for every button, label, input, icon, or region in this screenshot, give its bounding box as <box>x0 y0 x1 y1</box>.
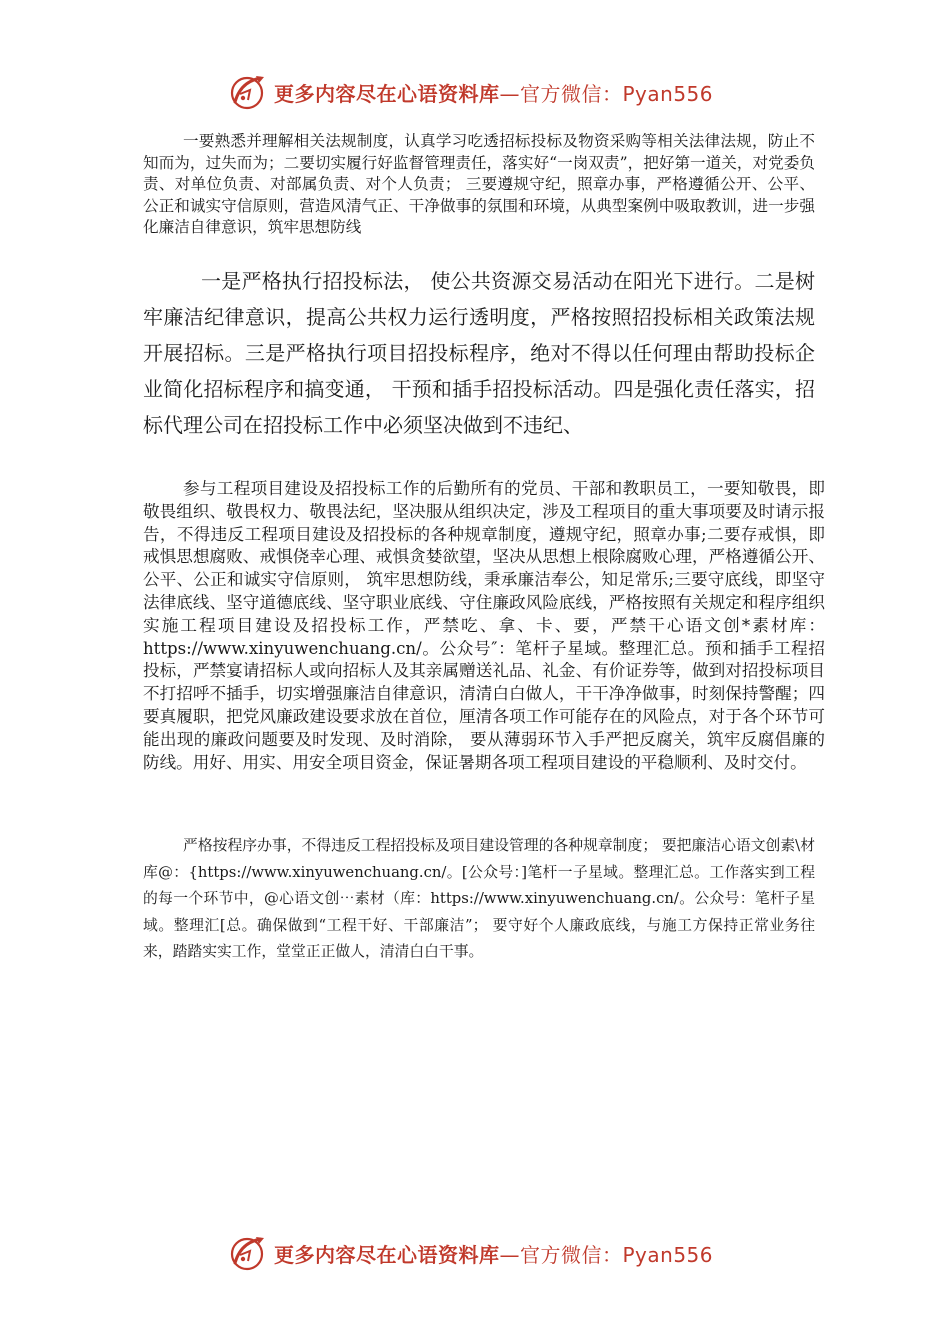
banner-main-text: 更多内容尽在心语资料库 <box>274 81 500 106</box>
banner-dash: — <box>499 1242 520 1267</box>
paragraph-2: 一是严格执行招投标法， 使公共资源交易活动在阳光下进行。二是树牢廉洁纪律意识，提高公共权力运行透明度，严格按照招投标相关政策法规开展招标。三是严格执行项目招投标程序，绝对不得以任何理由帮助投标企业简化招标程序和搞变通， 干预和插手招投标活动。四是强化责任落实，招标代理公司在招投标工作中必须坚决做到不违纪、 <box>143 269 815 437</box>
brand-logo-icon <box>226 1233 268 1273</box>
brand-logo-icon <box>226 72 268 112</box>
banner-wechat-label: 官方微信： <box>520 1242 623 1267</box>
paragraph-3: 参与工程项目建设及招投标工作的后勤所有的党员、干部和教职员工，一要知敬畏，即敬畏组织、敬畏权力、敬畏法纪，坚决服从组织决定，涉及工程项目的重大事项要及时请示报告，不得违反工程项目建设及招投标的各种规章制度，遵规守纪，照章办事;二要存戒惧，即戒惧思想腐败、戒惧侥幸心理、戒惧贪婪欲望，坚决从思想上根除腐败心理，严格遵循公开、公平、公正和诚实守信原则， 筑牢思想防线，秉承廉洁奉公，知足常乐;三要守底线，即坚守法律底线、坚守道德底线、坚守职业底线、守住廉政风险底线，严格按照有关规定和程序组织实施工程项目建设及招投标工作，严禁吃、拿、卡、要，严禁干心语文创*素材库：https://www.xinyuwenchuang.cn/。公众号″：笔杆子星域。整理汇总。预和插手工程招投标，严禁宴请招标人或向招标人及其亲属赠送礼品、礼金、有价证券等，做到对招投标项目不打招呼不插手，切实增强廉洁自律意识，清清白白做人，干干净净做事，时刻保持警醒；四要真履职，把党风廉政建设要求放在首位，厘清各项工作可能存在的风险点，对于各个环节可能出现的廉政问题要及时发现、及时消除， 要从薄弱环节入手严把反腐关，筑牢反腐倡廉的防线。用好、用实、用安全项目资金，保证暑期各项工程项目建设的平稳顺利、及时交付。 <box>143 479 825 772</box>
paragraph-1: 一要熟悉并理解相关法规制度，认真学习吃透招标投标及物资采购等相关法律法规，防止不知而为，过失而为；二要切实履行好监督管理责任，落实好“一岗双责”，把好第一道关，对党委负责、对单位负责、对部属负责、对个人负责； 三要遵规守纪，照章办事，严格遵循公开、公平、公正和诚实守信原则，营造风清气正、干净做事的氛围和环境，从典型案例中吸取教训，进一步强化廉洁自律意识，筑牢思想防线 <box>143 132 815 237</box>
footer-banner <box>226 1233 726 1273</box>
banner-wechat-label: 官方微信： <box>520 81 623 106</box>
banner-wechat-id: Pyan556 <box>622 81 714 106</box>
paragraph-4: 严格按程序办事，不得违反工程招投标及项目建设管理的各种规章制度； 要把廉洁心语文创素\材库@：{https://www.xinyuwenchuang.cn/。[公众号：]笔杆一子星域。整理汇总。工作落实到工程的每一个环节中，@心语文创⋯素材（库：https://www.xinyuwenchuang.cn/。公众号：笔杆子星域。整理汇[总。确保做到“工程干好、干部廉洁”； 要守好个人廉政底线，与施工方保持正常业务往来，踏踏实实工作，堂堂正正做人，清清白白干事。 <box>143 837 815 960</box>
banner-wechat-id: Pyan556 <box>622 1242 714 1267</box>
banner-text <box>274 1239 713 1268</box>
banner-text <box>274 78 713 107</box>
banner-main-text: 更多内容尽在心语资料库 <box>274 1242 500 1267</box>
banner-dash: — <box>499 81 520 106</box>
header-banner <box>226 72 726 112</box>
